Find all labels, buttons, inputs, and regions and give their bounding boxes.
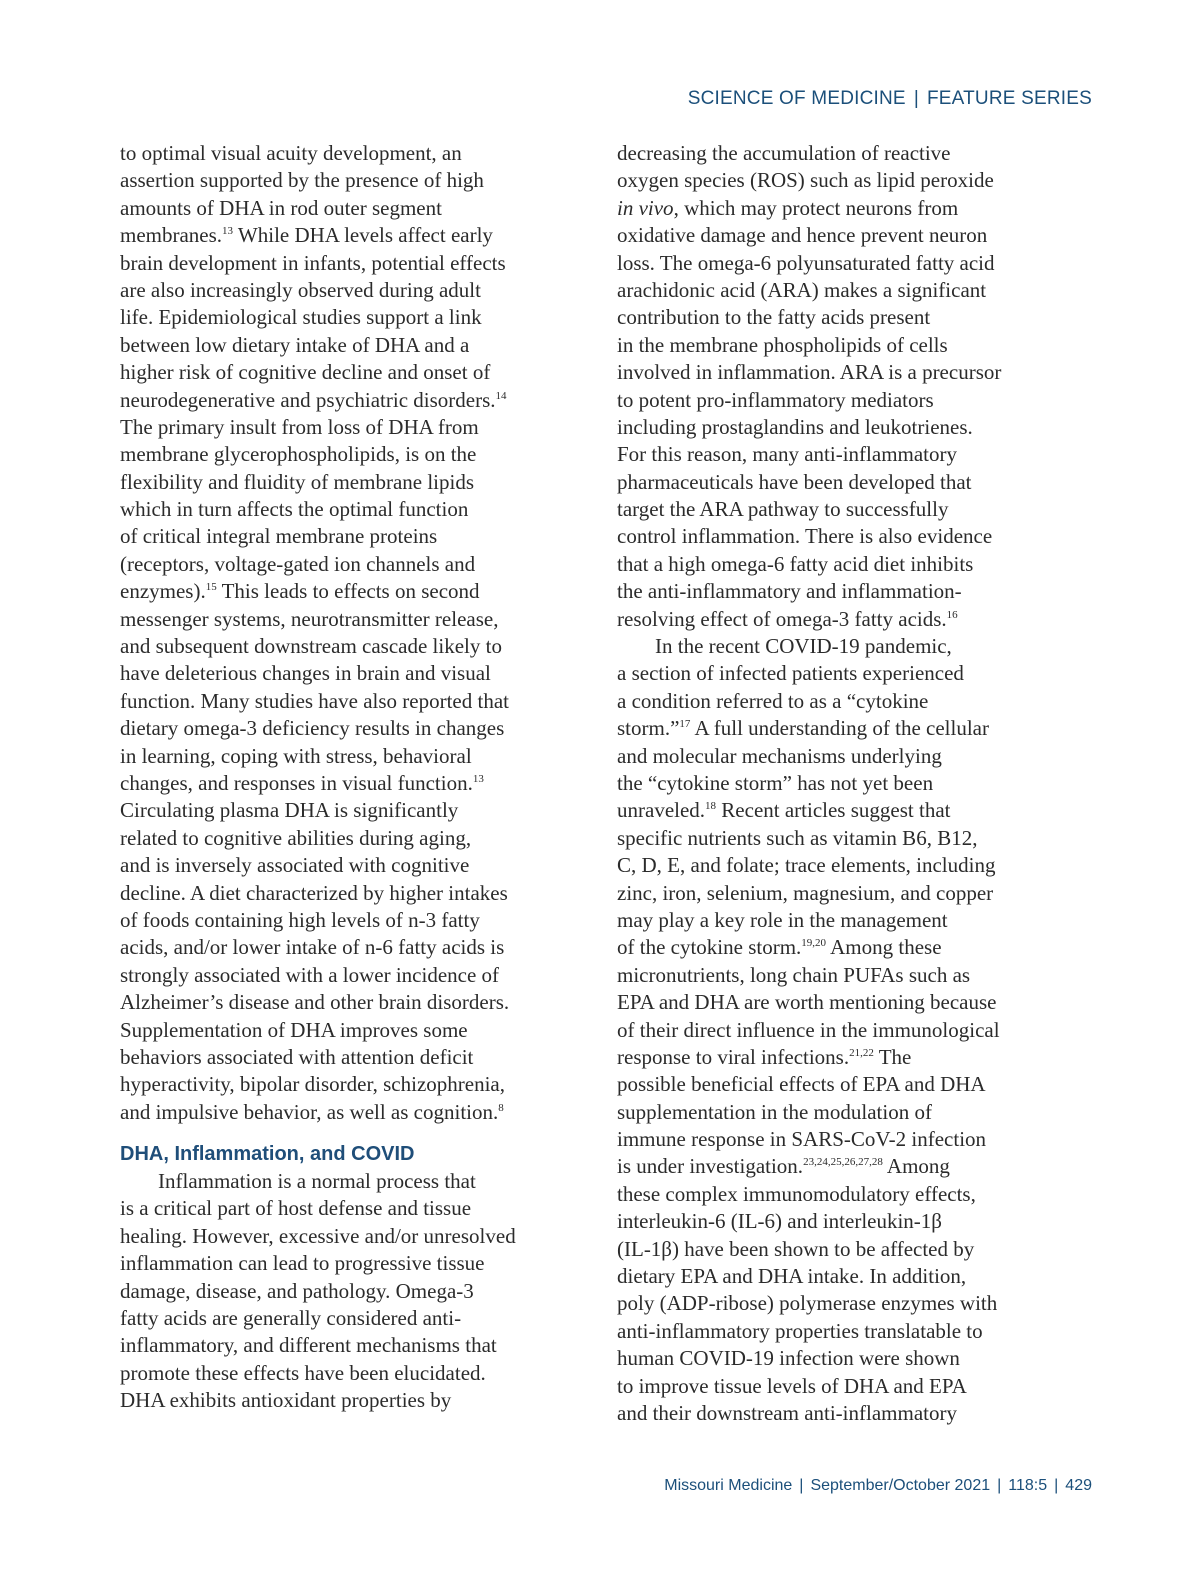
body-line: damage, disease, and pathology. Omega-3 — [120, 1278, 474, 1303]
body-line: and their downstream anti-inflammatory — [617, 1400, 957, 1425]
body-line: oxidative damage and hence prevent neuron — [617, 223, 988, 248]
body-text: unraveled. — [617, 798, 706, 823]
body-text: Among these — [826, 935, 942, 960]
body-line — [617, 797, 1047, 824]
citation: 13 — [222, 225, 234, 238]
body-line: For this reason, many anti-inflammatory — [617, 442, 958, 467]
body-line: specific nutrients such as vitamin B6, B12, — [617, 825, 978, 850]
body-line: to potent pro-inflammatory mediators — [617, 387, 934, 412]
page-number: 429 — [1065, 1477, 1092, 1494]
body-line: oxygen species (ROS) such as lipid peroxide — [617, 168, 994, 193]
body-line: flexibility and fluidity of membrane lipids — [120, 469, 475, 494]
section-heading: DHA, Inflammation, and COVID — [120, 1143, 415, 1166]
body-text: membranes. — [120, 223, 223, 248]
body-line: target the ARA pathway to successfully — [617, 497, 949, 522]
body-line: Inflammation is a normal process that — [158, 1169, 476, 1194]
body-line: human COVID-19 infection were shown — [617, 1346, 960, 1371]
footer-separator: | — [799, 1477, 804, 1494]
header-series: FEATURE SERIES — [926, 88, 1092, 109]
citation: 8 — [498, 1101, 504, 1114]
body-line — [617, 606, 1047, 633]
body-line: involved in inflammation. ARA is a precursor — [617, 360, 1002, 385]
body-line — [617, 1044, 1047, 1071]
citation: 17 — [679, 718, 691, 731]
body-line: healing. However, excessive and/or unresolved — [120, 1223, 516, 1248]
body-line: a condition referred to as a “cytokine — [617, 688, 929, 713]
body-line: these complex immunomodulatory effects, — [617, 1181, 976, 1206]
body-line: possible beneficial effects of EPA and DHA — [617, 1072, 986, 1097]
body-line: in the membrane phospholipids of cells — [617, 332, 948, 357]
body-line: to optimal visual acuity development, an — [120, 141, 462, 165]
body-line: are also increasingly observed during adult — [120, 277, 481, 302]
footer-journal: Missouri Medicine — [664, 1477, 793, 1494]
body-text: neurodegenerative and psychiatric disorders. — [120, 387, 496, 412]
body-line: DHA exhibits antioxidant properties by — [120, 1388, 452, 1413]
body-line: a section of infected patients experienced — [617, 661, 964, 686]
italic-term: in vivo — [617, 195, 674, 220]
body-line: dietary omega-3 deficiency results in changes — [120, 716, 505, 741]
body-text: storm.” — [617, 716, 680, 741]
left-column — [120, 140, 550, 1415]
body-line: strongly associated with a lower incidence of — [120, 962, 500, 987]
body-line: immune response in SARS-CoV-2 infection — [617, 1127, 987, 1152]
body-line: membrane glycerophospholipids, is on the — [120, 442, 477, 467]
body-line: brain development in infants, potential effects — [120, 250, 506, 275]
citation: 13 — [472, 772, 484, 785]
body-line — [120, 1099, 550, 1126]
body-line: loss. The omega-6 polyunsaturated fatty acid — [617, 250, 995, 275]
body-line: of their direct influence in the immunological — [617, 1017, 1000, 1042]
body-line: have deleterious changes in brain and visual — [120, 661, 491, 686]
body-line: behaviors associated with attention deficit — [120, 1044, 474, 1069]
body-line: contribution to the fatty acids present — [617, 305, 931, 330]
body-line: between low dietary intake of DHA and a — [120, 332, 470, 357]
running-header — [688, 88, 1092, 110]
body-line: hyperactivity, bipolar disorder, schizophrenia, — [120, 1072, 506, 1097]
citation: 18 — [705, 800, 717, 813]
body-line — [120, 387, 550, 414]
body-line: assertion supported by the presence of high — [120, 168, 484, 193]
body-line — [617, 195, 1047, 222]
body-text: , which may protect neurons from — [673, 195, 959, 220]
body-text: Recent articles suggest that — [716, 798, 951, 823]
body-line: supplementation in the modulation of — [617, 1099, 932, 1124]
body-line — [120, 222, 550, 249]
body-line: poly (ADP-ribose) polymerase enzymes with — [617, 1291, 998, 1316]
footer-separator: | — [1054, 1477, 1059, 1494]
body-line: arachidonic acid (ARA) makes a significant — [617, 277, 987, 302]
body-line: life. Epidemiological studies support a link — [120, 305, 482, 330]
body-line: decline. A diet characterized by higher intakes — [120, 880, 508, 905]
running-footer — [664, 1477, 1092, 1495]
body-text: Among — [882, 1154, 950, 1179]
header-section: SCIENCE OF MEDICINE — [687, 88, 906, 109]
body-line: In the recent COVID-19 pandemic, — [655, 634, 952, 659]
body-line — [120, 770, 550, 797]
body-line: Supplementation of DHA improves some — [120, 1017, 468, 1042]
body-line — [120, 578, 550, 605]
body-line: C, D, E, and folate; trace elements, including — [617, 853, 996, 878]
body-text: and impulsive behavior, as well as cognition. — [120, 1099, 499, 1124]
body-text: A full understanding of the cellular — [690, 716, 989, 741]
body-line: may play a key role in the management — [617, 907, 948, 932]
body-line: amounts of DHA in rod outer segment — [120, 195, 442, 220]
body-line: fatty acids are generally considered anti- — [120, 1306, 462, 1331]
body-line: is a critical part of host defense and tissue — [120, 1196, 472, 1221]
body-line: Circulating plasma DHA is significantly — [120, 798, 459, 823]
body-text: While DHA levels affect early — [233, 223, 493, 248]
citation: 16 — [946, 608, 958, 621]
body-text: of the cytokine storm. — [617, 935, 802, 960]
body-line: inflammation can lead to progressive tissue — [120, 1251, 485, 1276]
body-line: pharmaceuticals have been developed that — [617, 469, 972, 494]
footer-volume: 118:5 — [1008, 1477, 1048, 1494]
body-text: resolving effect of omega-3 fatty acids. — [617, 606, 947, 631]
body-line: inflammatory, and different mechanisms that — [120, 1333, 497, 1358]
body-line: the anti-inflammatory and inflammation- — [617, 579, 962, 604]
body-line — [617, 1153, 1047, 1180]
body-line: and molecular mechanisms underlying — [617, 743, 942, 768]
body-line: function. Many studies have also reported that — [120, 688, 509, 713]
body-line: EPA and DHA are worth mentioning because — [617, 990, 997, 1015]
body-text: The — [873, 1044, 912, 1069]
body-line: decreasing the accumulation of reactive — [617, 141, 951, 165]
body-line: and is inversely associated with cognitive — [120, 853, 470, 878]
body-line: dietary EPA and DHA intake. In addition, — [617, 1264, 967, 1289]
body-line: The primary insult from loss of DHA from — [120, 414, 479, 439]
body-text: response to viral infections. — [617, 1044, 850, 1069]
footer-issue: September/October 2021 — [810, 1477, 991, 1494]
body-line: which in turn affects the optimal function — [120, 497, 469, 522]
footer-separator: | — [997, 1477, 1002, 1494]
body-line — [617, 715, 1047, 742]
body-line: messenger systems, neurotransmitter release, — [120, 606, 499, 631]
citation: 19,20 — [801, 937, 827, 950]
body-text: This leads to effects on second — [216, 579, 480, 604]
body-line: that a high omega-6 fatty acid diet inhibits — [617, 551, 974, 576]
body-line: promote these effects have been elucidated. — [120, 1360, 486, 1385]
body-line: interleukin-6 (IL-6) and interleukin-1β — [617, 1209, 942, 1234]
body-text: enzymes). — [120, 579, 206, 604]
body-line: the “cytokine storm” has not yet been — [617, 770, 934, 795]
body-line: of critical integral membrane proteins — [120, 524, 438, 549]
body-line: in learning, coping with stress, behavioral — [120, 743, 472, 768]
right-column — [617, 140, 1047, 1427]
citation: 21,22 — [849, 1046, 874, 1059]
body-line: higher risk of cognitive decline and onset of — [120, 360, 491, 385]
body-line: micronutrients, long chain PUFAs such as — [617, 962, 971, 987]
body-line: anti-inflammatory properties translatable to — [617, 1318, 983, 1343]
citation: 15 — [205, 581, 217, 594]
body-line: of foods containing high levels of n-3 fatty — [120, 907, 480, 932]
header-separator: | — [913, 88, 919, 109]
body-line: (IL-1β) have been shown to be affected by — [617, 1236, 975, 1261]
body-line: control inflammation. There is also evidence — [617, 524, 993, 549]
body-line: zinc, iron, selenium, magnesium, and copper — [617, 880, 994, 905]
body-text: is under investigation. — [617, 1154, 804, 1179]
body-line: related to cognitive abilities during aging, — [120, 825, 472, 850]
body-line: including prostaglandins and leukotrienes. — [617, 414, 973, 439]
citation: 23,24,25,26,27,28 — [803, 1156, 883, 1169]
body-line: (receptors, voltage-gated ion channels and — [120, 551, 476, 576]
body-text: changes, and responses in visual function. — [120, 770, 473, 795]
citation: 14 — [495, 389, 507, 402]
body-line: to improve tissue levels of DHA and EPA — [617, 1373, 967, 1398]
body-line: Alzheimer’s disease and other brain disorders. — [120, 990, 510, 1015]
body-line: and subsequent downstream cascade likely to — [120, 634, 502, 659]
body-line: acids, and/or lower intake of n-6 fatty acids is — [120, 935, 505, 960]
body-line — [617, 934, 1047, 961]
